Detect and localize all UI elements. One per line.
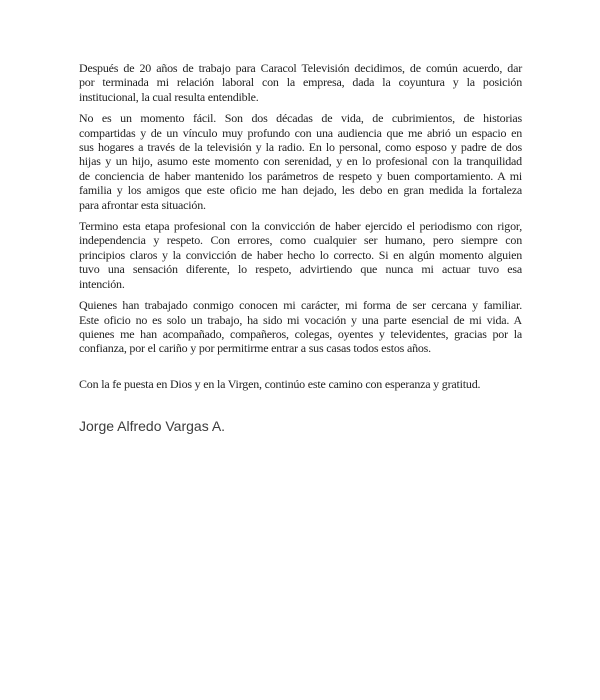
paragraph-line: confianza, por el cariño y por permitirme entrar a sus casas todos estos años. — [79, 341, 431, 356]
paragraph-line: principios claros y la convicción de haber hecho lo correcto. Si en algún momento alguien — [79, 247, 522, 262]
signature-name: Jorge Alfredo Vargas A. — [79, 418, 226, 435]
paragraph-line: de conciencia de haber mantenido los parámetros de respeto y buen comportamiento. A mi — [79, 168, 522, 183]
paragraph-line: hijas y un hijo, asumo este momento con serenidad, y en lo profesional con la tranquilidad — [79, 154, 522, 169]
paragraph-line: sus hogares a través de la televisión y la radio. En lo personal, como esposo y padre de dos — [79, 140, 522, 155]
paragraph — [79, 298, 522, 356]
paragraph-line: compartidas y de un vínculo muy profundo con una audiencia que me abrió un espacio en — [79, 125, 522, 140]
paragraph-line: para afrontar esta situación. — [79, 197, 206, 212]
paragraph — [79, 61, 522, 104]
paragraph — [79, 219, 522, 291]
paragraph-line: por terminada mi relación laboral con la empresa, dada la coyuntura y la posición — [79, 75, 522, 90]
paragraph-line: quienes me han acompañado, compañeros, colegas, oyentes y televidentes, gracias por la — [79, 326, 522, 341]
paragraph-line: Este oficio no es solo un trabajo, ha sido mi vocación y una parte esencial de mi vida. A — [79, 312, 522, 327]
paragraph-line: institucional, la cual resulta entendible. — [79, 89, 259, 104]
letter-body — [79, 61, 522, 434]
paragraph-line: independencia y respeto. Con errores, como cualquier ser humano, pero siempre con — [79, 233, 522, 248]
paragraph-line: Después de 20 años de trabajo para Caracol Televisión decidimos, de común acuerdo, dar — [79, 61, 522, 75]
paragraph — [79, 111, 522, 212]
letter-paragraphs — [79, 61, 522, 356]
paragraph-line: Termino esta etapa profesional con la convicción de haber ejercido el periodismo con rigor, — [79, 219, 522, 234]
paragraph-line: tuvo una sensación diferente, lo respeto, advirtiendo que nunca mi actuar tuvo esa — [79, 262, 522, 277]
paragraph-line: familia y los amigos que este oficio me han dejado, les debo en gran medida la fortaleza — [79, 183, 522, 198]
closing-line: Con la fe puesta en Dios y en la Virgen, continúo este camino con esperanza y gratitud. — [79, 376, 481, 391]
paragraph-line: intención. — [79, 276, 125, 291]
paragraph-line: No es un momento fácil. Son dos décadas de vida, de cubrimientos, de historias — [79, 111, 522, 126]
paragraph-line: Quienes han trabajado conmigo conocen mi carácter, mi forma de ser cercana y familiar. — [79, 298, 522, 313]
